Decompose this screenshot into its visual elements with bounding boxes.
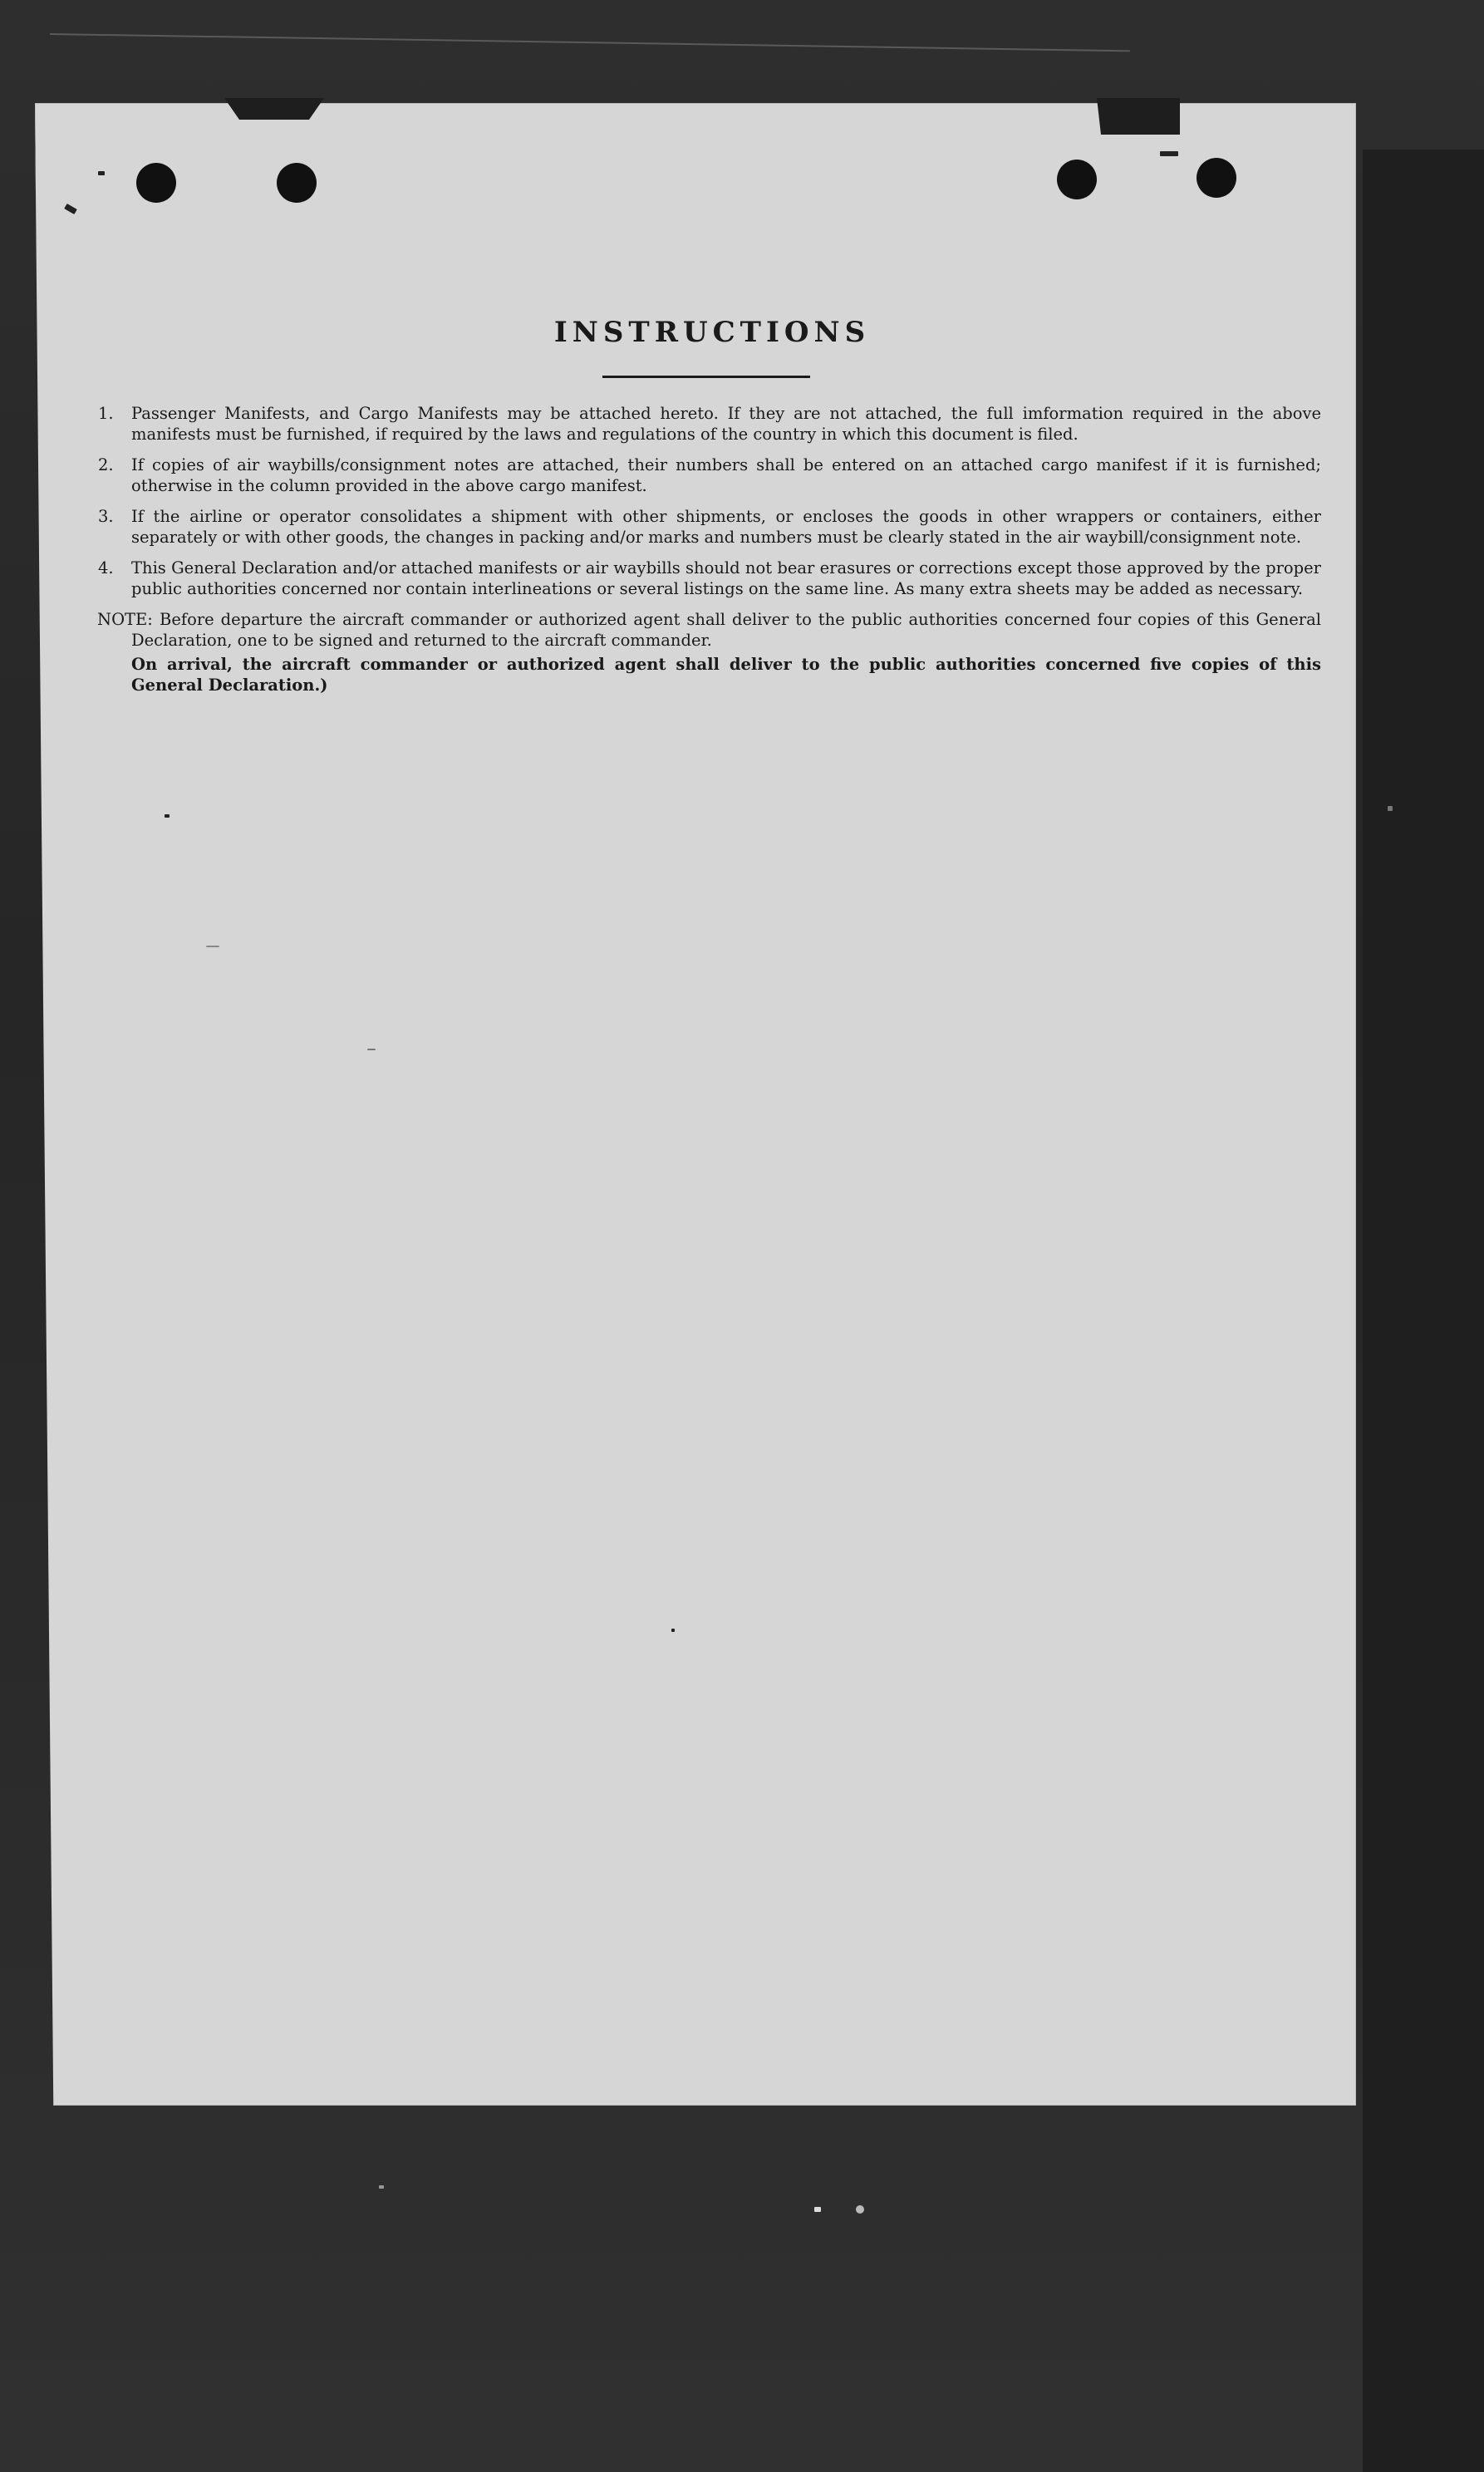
note-departure xyxy=(98,609,1321,651)
instruction-text: This General Declaration and/or attached manifests or air waybills should not bear erasures or corrections except those approved by the proper public authorities concerned nor contain interlineations or several listings on the same line. As many extra sheets may be added as necessary. xyxy=(131,558,1321,598)
instruction-number: 4. xyxy=(98,558,114,577)
title-underline xyxy=(602,376,810,378)
punch-hole xyxy=(1197,158,1236,198)
punch-hole xyxy=(1057,160,1097,199)
scan-speck xyxy=(379,2185,384,2189)
instructions-title: INSTRUCTIONS xyxy=(553,316,871,349)
note-departure-text: Before departure the aircraft commander or authorized agent shall deliver to the public authorities concerned four copies of this General Declaration, one to be signed and returned to the aircraft commander. xyxy=(131,610,1321,650)
paper-tab-left xyxy=(224,98,324,120)
note-arrival-text: On arrival, the aircraft commander or authorized agent shall deliver to the public authorities concerned five copies of this General Declaration.) xyxy=(131,655,1321,695)
instruction-text: Passenger Manifests, and Cargo Manifests may be attached hereto. If they are not attached, the full imformation required in the above manifests must be furnished, if required by the laws and regulations of the country in which this document is filed. xyxy=(131,404,1321,444)
instruction-number: 2. xyxy=(98,455,114,474)
note-block xyxy=(98,609,1321,695)
instruction-text: If the airline or operator consolidates a shipment with other shipments, or encloses the goods in other wrappers or containers, either separately or with other goods, the changes in packing and/or marks and numbers must be clearly stated in the air waybill/consignment note. xyxy=(131,507,1321,547)
scan-speck xyxy=(98,171,105,175)
instruction-item-3 xyxy=(98,506,1321,548)
punch-hole xyxy=(277,163,317,203)
scan-speck xyxy=(856,2205,864,2214)
punch-hole xyxy=(136,163,176,203)
scan-speck xyxy=(671,1629,675,1632)
instruction-number: 1. xyxy=(98,404,114,423)
scan-speck xyxy=(206,946,219,947)
scan-speck xyxy=(1160,151,1178,156)
instruction-number: 3. xyxy=(98,507,114,526)
scan-speck xyxy=(1388,806,1393,811)
instruction-item-1 xyxy=(98,403,1321,445)
instruction-item-4 xyxy=(98,558,1321,599)
instruction-item-2 xyxy=(98,455,1321,496)
paper-tab-right xyxy=(1097,98,1180,135)
scan-edge-shadow xyxy=(1363,150,1484,2472)
scan-speck xyxy=(165,814,170,818)
instructions-list xyxy=(98,403,1321,695)
note-label: NOTE: xyxy=(97,610,153,629)
instruction-text: If copies of air waybills/consignment notes are attached, their numbers shall be entered on an attached cargo manifest if it is furnished; otherwise in the column provided in the above cargo manifest. xyxy=(131,455,1321,495)
note-arrival xyxy=(131,654,1321,695)
scan-speck xyxy=(367,1049,376,1050)
scan-speck xyxy=(814,2207,821,2212)
